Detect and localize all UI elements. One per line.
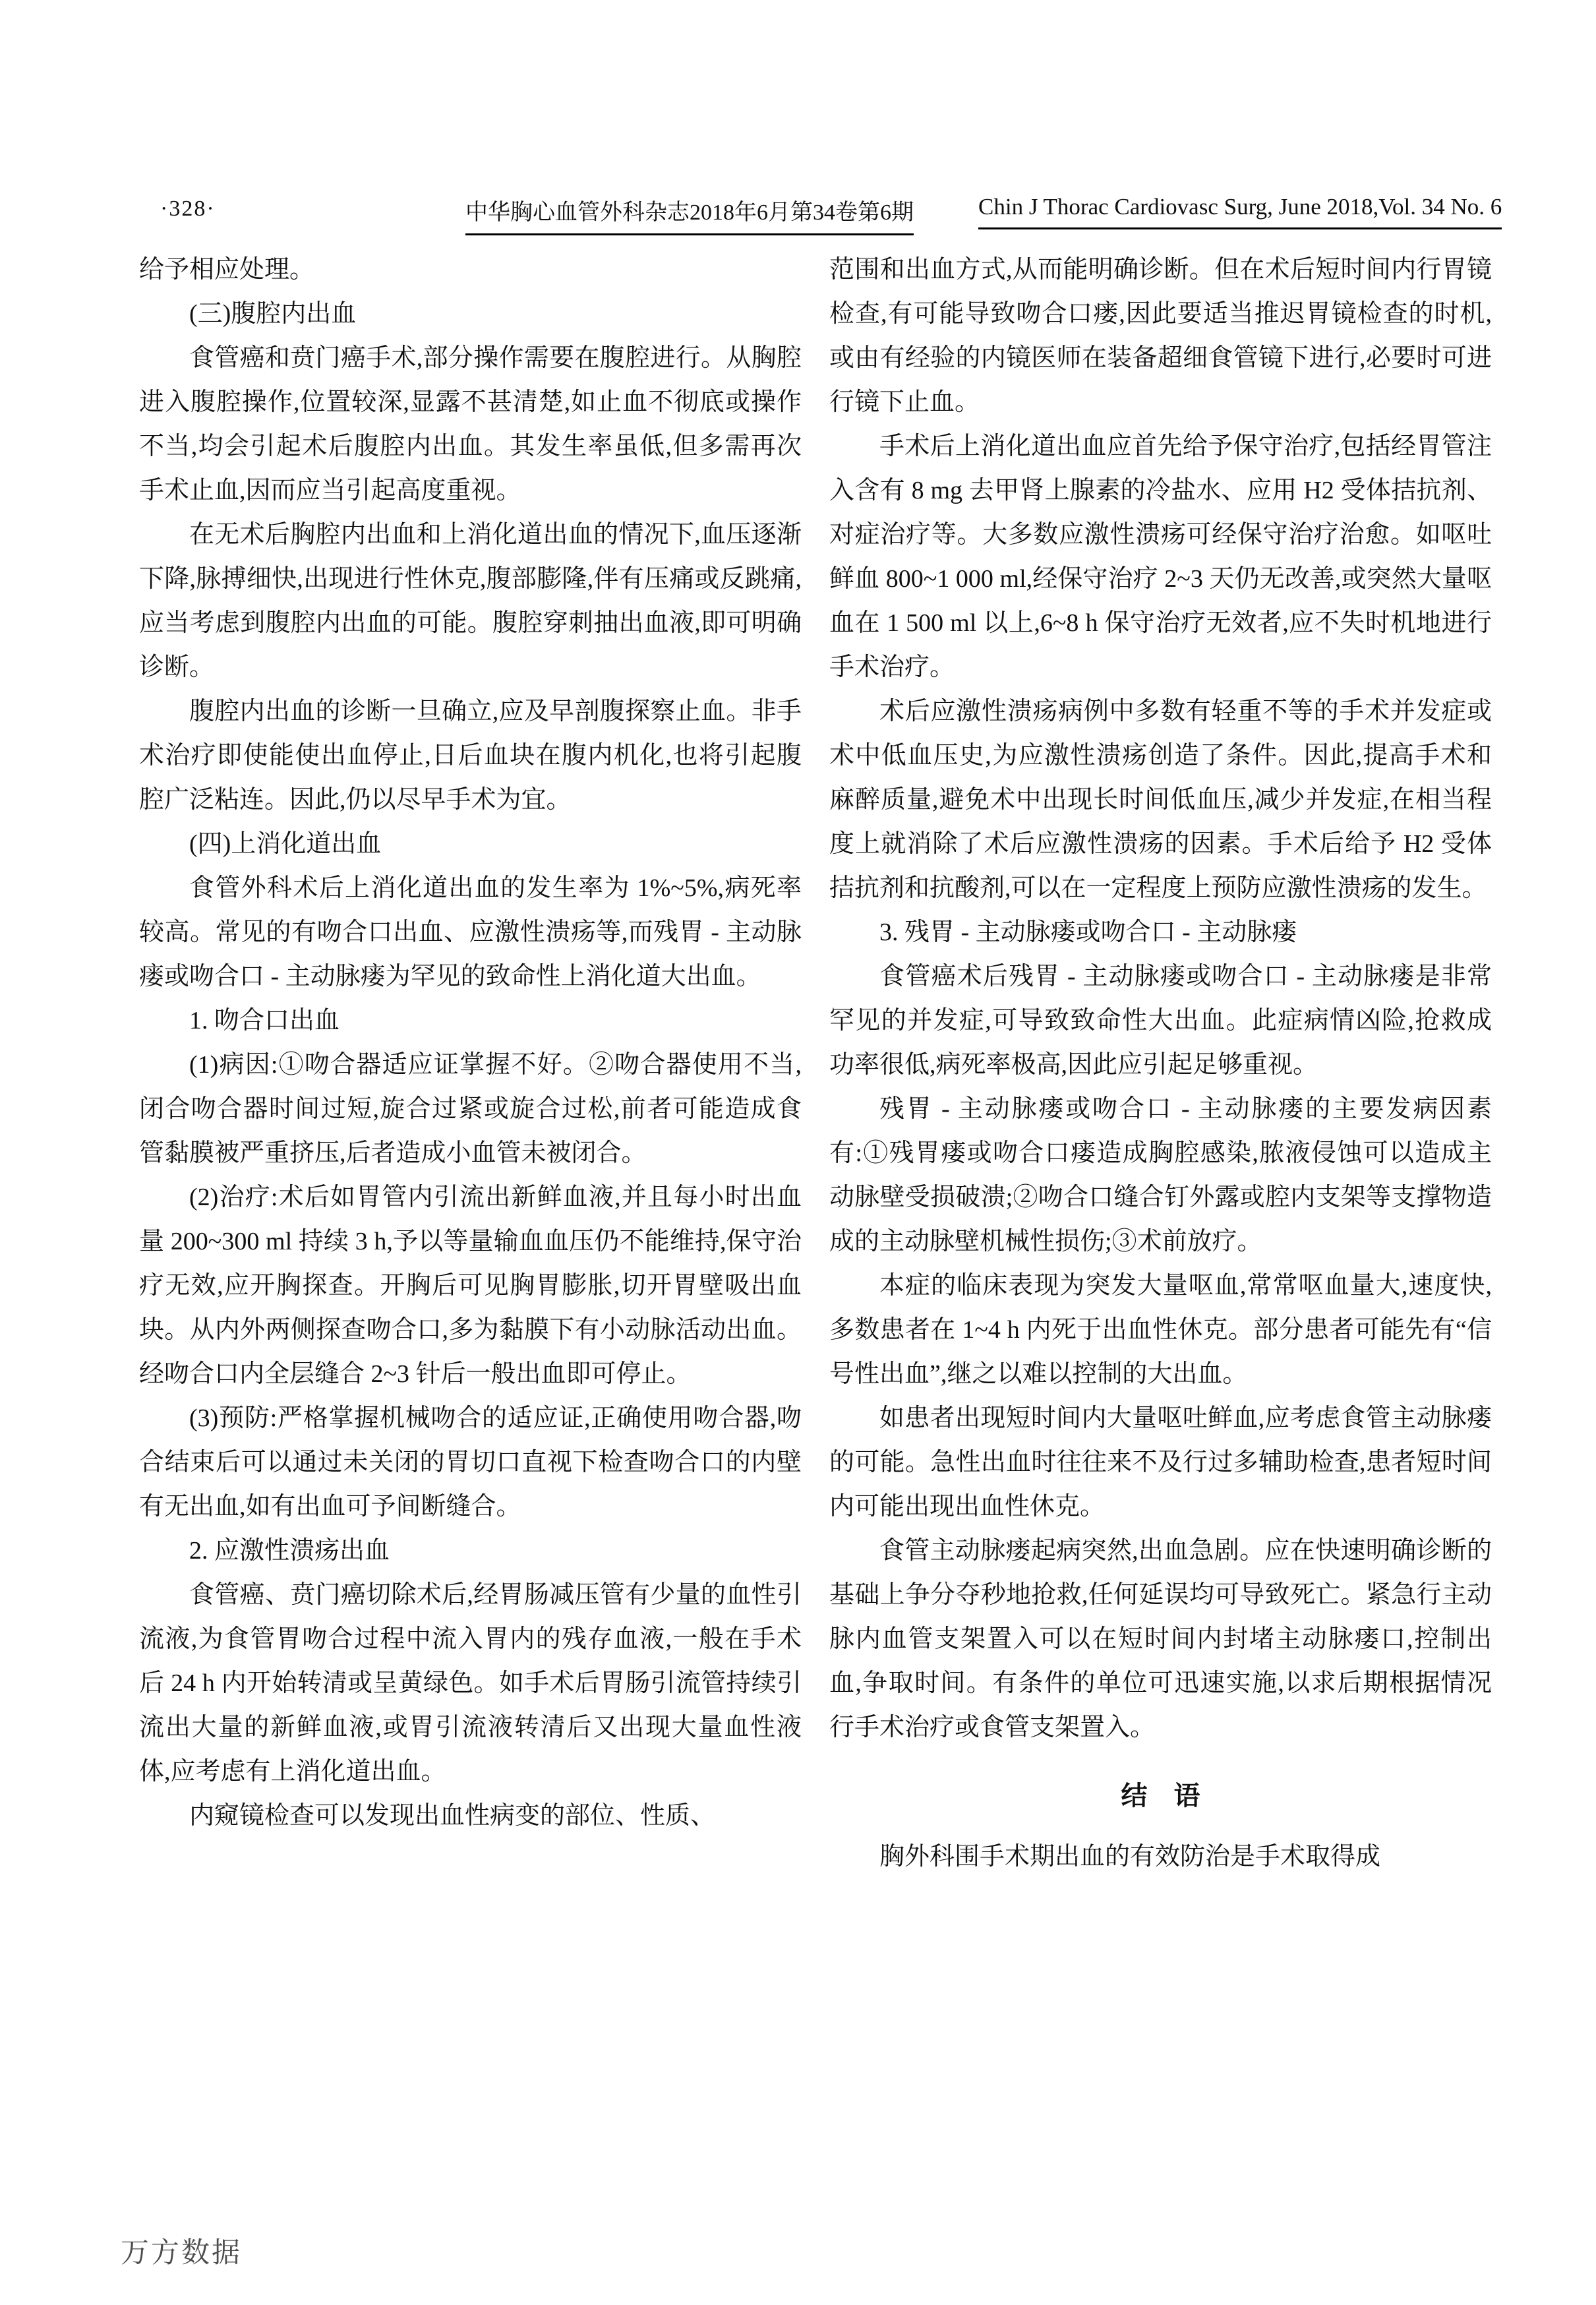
paragraph: 手术后上消化道出血应首先给予保守治疗,包括经胃管注入含有 8 mg 去甲肾上腺素的冷盐水、应用 H2 受体拮抗剂、对症治疗等。大多数应激性溃疡可经保守治疗治愈。如呕吐鲜血 800~1 000 ml,经保守治疗 2~3 天仍无改善,或突然大量呕血在 1 500 ml 以上,6~8 h 保守治疗无效者,应不失时机地进行手术治疗。 bbox=[829, 433, 1492, 681]
paragraph: 食管癌术后残胃 - 主动脉瘘或吻合口 - 主动脉瘘是非常罕见的并发症,可导致致命性大出血。此症病情凶险,抢救成功率很低,病死率极高,因此应引起足够重视。 bbox=[829, 963, 1492, 1079]
paragraph: 食管主动脉瘘起病突然,出血急剧。应在快速明确诊断的基础上争分夺秒地抢救,任何延误均可导致死亡。紧急行主动脉内血管支架置入可以在短时间内封堵主动脉瘘口,控制出血,争取时间。有条件的单位可迅速实施,以求后期根据情况行手术治疗或食管支架置入。 bbox=[829, 1537, 1492, 1741]
paragraph: (2)治疗:术后如胃管内引流出新鲜血液,并且每小时出血量 200~300 ml 持续 3 h,予以等量输血血压仍不能维持,保守治疗无效,应开胸探查。开胸后可见胸胃膨胀,切开胃壁吸出血块。从内外两侧探查吻合口,多为黏膜下有小动脉活动出血。经吻合口内全层缝合 2~3 针后一般出血即可停止。 bbox=[139, 1183, 802, 1388]
journal-title-en: Chin J Thorac Cardiovasc Surg, June 2018,Vol. 34 No. 6 bbox=[978, 194, 1502, 229]
journal-title-cn: 中华胸心血管外科杂志2018年6月第34卷第6期 bbox=[465, 194, 914, 235]
right-column bbox=[829, 248, 1492, 1879]
paragraph: (1)病因:①吻合器适应证掌握不好。②吻合器使用不当,闭合吻合器时间过短,旋合过紧或旋合过松,前者可能造成食管黏膜被严重挤压,后者造成小血管未被闭合。 bbox=[139, 1051, 802, 1167]
paragraph: (3)预防:严格掌握机械吻合的适应证,正确使用吻合器,吻合结束后可以通过未关闭的胃切口直视下检查吻合口的内壁有无出血,如有出血可予间断缝合。 bbox=[139, 1404, 802, 1520]
paragraph: 术后应激性溃疡病例中多数有轻重不等的手术并发症或术中低血压史,为应激性溃疡创造了条件。因此,提高手术和麻醉质量,避免术中出现长时间低血压,减少并发症,在相当程度上就消除了术后应激性溃疡的因素。手术后给予 H2 受体拮抗剂和抗酸剂,可以在一定程度上预防应激性溃疡的发生。 bbox=[829, 698, 1492, 902]
paragraph-continuation: 给予相应处理。 bbox=[139, 256, 315, 284]
left-column bbox=[139, 248, 802, 1879]
paragraph: 2. 应激性溃疡出血 bbox=[189, 1537, 390, 1565]
paragraph: (四)上消化道出血 bbox=[189, 830, 382, 858]
paragraph: (三)腹腔内出血 bbox=[189, 300, 357, 328]
paragraph: 本症的临床表现为突发大量呕血,常常呕血量大,速度快,多数患者在 1~4 h 内死于出血性休克。部分患者可能先有“信号性出血”,继之以难以控制的大出血。 bbox=[829, 1272, 1492, 1388]
paragraph: 腹腔内出血的诊断一旦确立,应及早剖腹探察止血。非手术治疗即使能使出血停止,日后血块在腹内机化,也将引起腹腔广泛粘连。因此,仍以尽早手术为宜。 bbox=[139, 698, 802, 814]
paragraph: 内窥镜检查可以发现出血性病变的部位、性质、 bbox=[189, 1802, 716, 1830]
wanfang-watermark: 万方数据 bbox=[121, 2237, 242, 2269]
paragraph: 食管癌、贲门癌切除术后,经胃肠减压管有少量的血性引流液,为食管胃吻合过程中流入胃内的残存血液,一般在手术后 24 h 内开始转清或呈黄绿色。如手术后胃肠引流管持续引流出大量的新鲜血液,或胃引流液转清后又出现大量血性液体,应考虑有上消化道出血。 bbox=[139, 1581, 802, 1785]
section-heading: 结 语 bbox=[1121, 1781, 1200, 1811]
paragraph: 食管外科术后上消化道出血的发生率为 1%~5%,病死率较高。常见的有吻合口出血、应激性溃疡等,而残胃 - 主动脉瘘或吻合口 - 主动脉瘘为罕见的致命性上消化道大出血。 bbox=[139, 874, 802, 990]
paragraph: 3. 残胃 - 主动脉瘘或吻合口 - 主动脉瘘 bbox=[879, 918, 1297, 946]
paragraph: 如患者出现短时间内大量呕吐鲜血,应考虑食管主动脉瘘的可能。急性出血时往往来不及行过多辅助检查,患者短时间内可能出现出血性休克。 bbox=[829, 1404, 1492, 1520]
paragraph: 在无术后胸腔内出血和上消化道出血的情况下,血压逐渐下降,脉搏细快,出现进行性休克,腹部膨隆,伴有压痛或反跳痛,应当考虑到腹腔内出血的可能。腹腔穿刺抽出血液,即可明确诊断。 bbox=[139, 521, 802, 681]
paragraph: 残胃 - 主动脉瘘或吻合口 - 主动脉瘘的主要发病因素有:①残胃瘘或吻合口瘘造成胸腔感染,脓液侵蚀可以造成主动脉壁受损破溃;②吻合口缝合钉外露或腔内支架等支撑物造成的主动脉壁机械性损伤;③术前放疗。 bbox=[829, 1095, 1492, 1255]
page-number: ·328· bbox=[160, 196, 216, 221]
paragraph-continuation: 范围和出血方式,从而能明确诊断。但在术后短时间内行胃镜检查,有可能导致吻合口瘘,因此要适当推迟胃镜检查的时机,或由有经验的内镜医师在装备超细食管镜下进行,必要时可进行镜下止血。 bbox=[829, 256, 1492, 416]
paragraph: 胸外科围手术期出血的有效防治是手术取得成 bbox=[879, 1843, 1381, 1871]
article-body bbox=[139, 248, 1492, 1879]
paragraph: 食管癌和贲门癌手术,部分操作需要在腹腔进行。从胸腔进入腹腔操作,位置较深,显露不甚清楚,如止血不彻底或操作不当,均会引起术后腹腔内出血。其发生率虽低,但多需再次手术止血,因而应当引起高度重视。 bbox=[139, 344, 802, 504]
paragraph: 1. 吻合口出血 bbox=[189, 1007, 340, 1034]
